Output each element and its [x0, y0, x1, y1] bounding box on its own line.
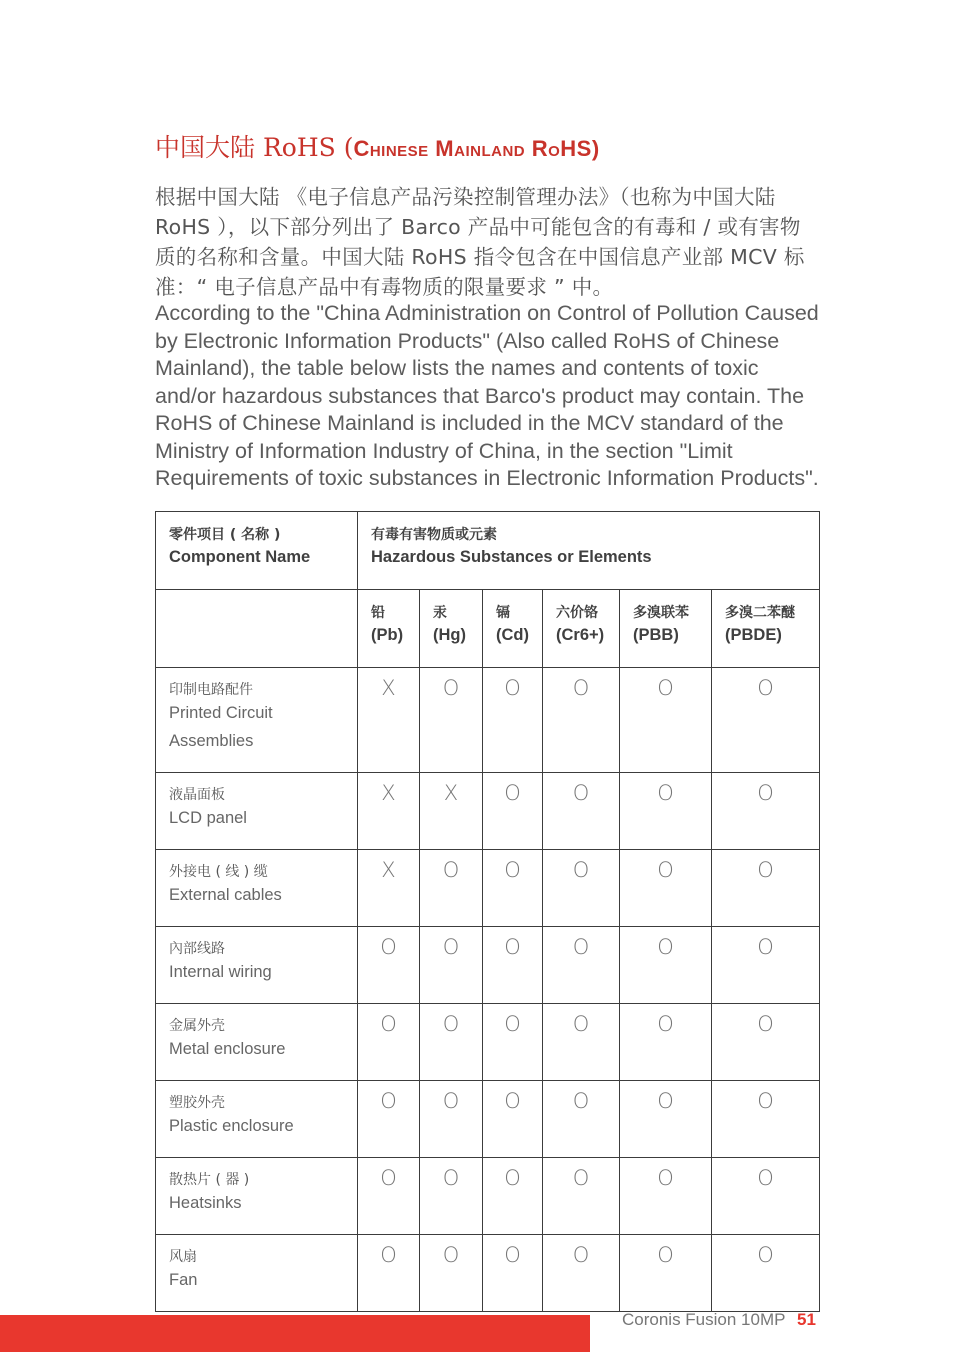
component-name-cell: [156, 1004, 358, 1081]
component-name-cell: [156, 1235, 358, 1312]
substance-header: [483, 590, 543, 668]
substance-value-cell: O: [620, 1235, 712, 1312]
table-row: [156, 773, 820, 850]
substance-value-cell: O: [712, 1004, 820, 1081]
paragraph-en: According to the "China Administration on Control of Pollution Caused by Electronic Information Products" (Also called RoHS of Chinese Mainland), the table below lists the names and contents of toxic and/or hazardous substances that Barco's product may contain. The RoHS of Chinese Mainland is included in the MCV standard of the Ministry of Information Industry of China, in the section "Limit Requirements of toxic substances in Electronic Information Products".: [155, 301, 819, 490]
substance-value-cell: O: [620, 927, 712, 1004]
heading-close: ): [591, 136, 600, 161]
substance-symbol: (Cr6+): [556, 626, 605, 644]
table-row: [156, 850, 820, 927]
substance-value-cell: X: [358, 773, 420, 850]
component-name-cn: 风扇: [169, 1249, 197, 1265]
substance-value-cell: O: [358, 1158, 420, 1235]
substance-value-cell: X: [420, 773, 483, 850]
component-name-en: LCD panel: [169, 809, 247, 827]
substance-value-cell: X: [358, 850, 420, 927]
substance-value-cell: O: [543, 1158, 620, 1235]
substance-value-cell: O: [620, 1004, 712, 1081]
substance-symbol: (PBB): [633, 626, 679, 644]
substance-symbol: (Hg): [433, 626, 466, 644]
substance-value-cell: O: [712, 927, 820, 1004]
substance-header: [358, 590, 420, 668]
component-header: [156, 512, 358, 590]
heading-cn: 中国大陆 RoHS (: [155, 133, 354, 162]
substance-name-cn: 多溴联苯: [633, 605, 689, 621]
substance-name-cn: 多溴二苯醚: [725, 605, 795, 621]
page-number: 51: [797, 1310, 816, 1329]
substance-value-cell: O: [358, 1235, 420, 1312]
substance-value-cell: O: [712, 668, 820, 773]
substance-value-cell: O: [712, 1235, 820, 1312]
substance-value-cell: O: [543, 773, 620, 850]
component-name-en: Metal enclosure: [169, 1040, 286, 1058]
component-name-cn: 金属外壳: [169, 1018, 225, 1034]
hazard-header: [358, 512, 820, 590]
component-name-en: Fan: [169, 1271, 198, 1289]
substance-value-cell: O: [712, 773, 820, 850]
substance-header-row: [156, 590, 820, 668]
substance-symbol: (Cd): [496, 626, 529, 644]
component-name-cell: [156, 1158, 358, 1235]
substance-value-cell: O: [420, 1235, 483, 1312]
substance-header: [543, 590, 620, 668]
component-name-cn: 散热片 ( 器 ): [169, 1172, 250, 1188]
table-row: [156, 1235, 820, 1312]
table-row: [156, 1004, 820, 1081]
substance-value-cell: O: [543, 1004, 620, 1081]
component-name-en-line2: Assemblies: [169, 732, 254, 750]
substance-header: [620, 590, 712, 668]
component-name-cn: 印制电路配件: [169, 682, 253, 698]
substance-value-cell: O: [543, 668, 620, 773]
paragraph-cn: 根据中国大陆 《电子信息产品污染控制管理办法》（也称为中国大陆 RoHS ），以下部分列出了 Barco 产品中可能包含的有毒和 / 或有害物质的名称和含量。中国大陆 RoHS 指令包含在中国信息产业部 MCV 标准：“ 电子信息产品中有毒物质的限量要求 ” 中。: [155, 185, 805, 299]
component-name-cn: 液晶面板: [169, 787, 225, 803]
table-row: [156, 668, 820, 773]
component-name-cn: 外接电 ( 线 ) 缆: [169, 864, 268, 880]
substance-value-cell: O: [358, 1081, 420, 1158]
substance-value-cell: O: [420, 1004, 483, 1081]
footer-bar: [0, 1315, 590, 1352]
hazard-header-cn: 有毒有害物质或元素: [371, 527, 497, 543]
substance-value-cell: O: [712, 850, 820, 927]
substance-value-cell: O: [483, 1081, 543, 1158]
component-name-en: Internal wiring: [169, 963, 272, 981]
section-heading: [155, 128, 835, 164]
substance-symbol: (Pb): [371, 626, 404, 644]
substance-value-cell: O: [358, 927, 420, 1004]
hazard-header-en: Hazardous Substances or Elements: [371, 548, 652, 566]
component-name-cn: 內部线路: [169, 941, 225, 957]
substance-name-cn: 汞: [433, 605, 447, 621]
component-name-cell: [156, 850, 358, 927]
substance-value-cell: O: [620, 1158, 712, 1235]
component-header-en: Component Name: [169, 548, 311, 566]
component-header-cn: 零件项目 ( 名称 ): [169, 527, 281, 543]
substance-value-cell: O: [483, 668, 543, 773]
substance-value-cell: O: [543, 1081, 620, 1158]
substance-value-cell: O: [358, 1004, 420, 1081]
substance-value-cell: O: [620, 668, 712, 773]
substance-value-cell: O: [483, 1158, 543, 1235]
substance-value-cell: O: [420, 850, 483, 927]
substance-value-cell: O: [620, 1081, 712, 1158]
table-header-row: [156, 512, 820, 590]
component-name-cell: [156, 668, 358, 773]
component-name-en: Heatsinks: [169, 1194, 242, 1212]
substance-value-cell: O: [420, 1081, 483, 1158]
heading-en: Chinese Mainland RoHS: [353, 136, 592, 161]
substance-value-cell: O: [483, 1004, 543, 1081]
substance-symbol: (PBDE): [725, 626, 782, 644]
substance-value-cell: O: [483, 850, 543, 927]
component-name-en: Printed Circuit: [169, 704, 273, 722]
component-name-cell: [156, 1081, 358, 1158]
substance-name-cn: 镉: [496, 605, 510, 621]
substance-value-cell: O: [420, 927, 483, 1004]
table-row: [156, 1158, 820, 1235]
substance-value-cell: O: [483, 773, 543, 850]
substance-value-cell: O: [712, 1158, 820, 1235]
substance-name-cn: 铅: [371, 605, 385, 621]
substance-value-cell: O: [420, 1158, 483, 1235]
substance-header: [712, 590, 820, 668]
component-name-cell: [156, 773, 358, 850]
substance-value-cell: O: [620, 773, 712, 850]
rohs-table: [155, 511, 820, 1312]
substance-header: [420, 590, 483, 668]
substance-value-cell: O: [483, 927, 543, 1004]
table-row: [156, 927, 820, 1004]
empty-header-cell: [156, 590, 358, 668]
substance-value-cell: O: [543, 927, 620, 1004]
component-name-en: Plastic enclosure: [169, 1117, 294, 1135]
component-name-en: External cables: [169, 886, 282, 904]
component-name-cell: [156, 927, 358, 1004]
substance-value-cell: O: [420, 668, 483, 773]
component-name-cn: 塑胶外壳: [169, 1095, 225, 1111]
footer-title: Coronis Fusion 10MP: [622, 1310, 786, 1329]
substance-value-cell: O: [483, 1235, 543, 1312]
substance-value-cell: O: [543, 850, 620, 927]
substance-value-cell: X: [358, 668, 420, 773]
substance-value-cell: O: [543, 1235, 620, 1312]
substance-name-cn: 六价铬: [556, 605, 598, 621]
substance-value-cell: O: [712, 1081, 820, 1158]
table-row: [156, 1081, 820, 1158]
substance-value-cell: O: [620, 850, 712, 927]
